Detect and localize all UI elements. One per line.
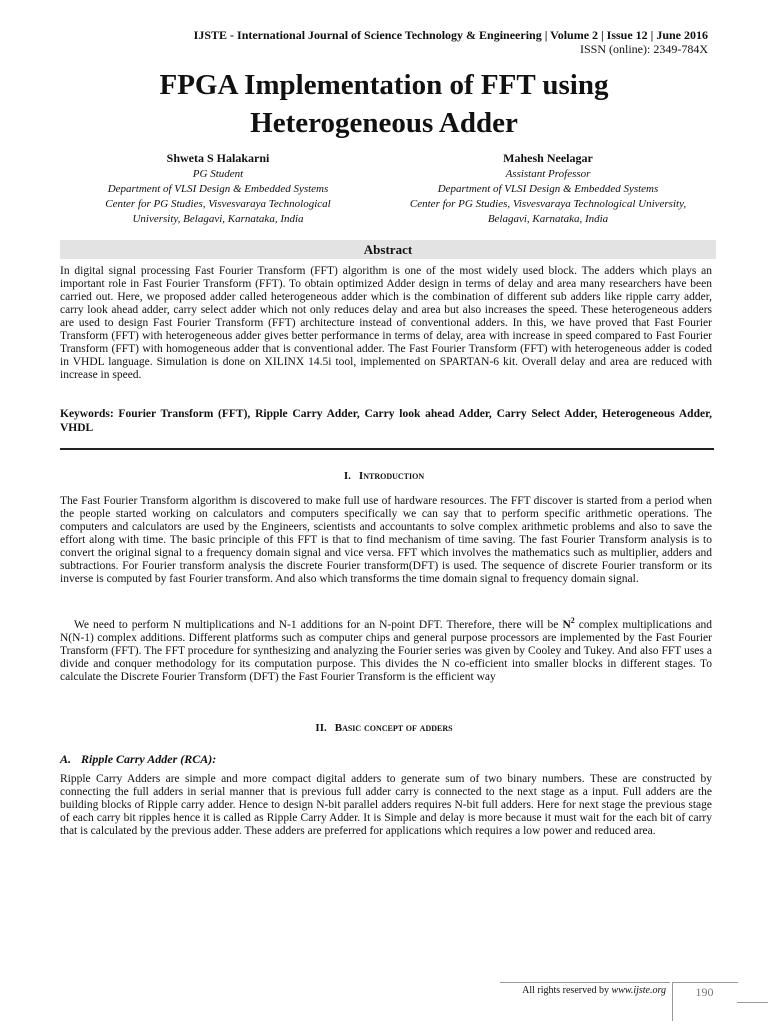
subsection-title: Ripple Carry Adder (RCA):	[81, 752, 217, 766]
section-title: Introduction	[358, 470, 425, 482]
author-block-2	[380, 151, 716, 227]
website-link[interactable]: www.ijste.org	[611, 985, 666, 996]
author-block-1	[60, 151, 376, 227]
abstract-heading: Abstract	[60, 240, 716, 259]
abstract-text: In digital signal processing Fast Fourier Transform (FFT) algorithm is one of the most widely used block. The adders which plays an important role in Fast Fourier Transform (FFT). To obtain optimized Adder design in terms of delay and area many researchers have been carried out. Here, we proposed adder called heterogeneous adder which is the combination of different sub adders like ripple carry adder, carry look ahead adder, carry select adder which not only reduces delay and area but also increases the speed. These heterogeneous adders are used to design Fast Fourier Transform (FFT) architecture instead of conventional adders. In this, we have proved that Fast Fourier Transform (FFT) with heterogeneous adder gives better performance in terms of delay, area with increase in speed compared to Fast Fourier Transform (FFT) with homogeneous adder that is conventional adder. The Fast Fourier Transform (FFT) with heterogeneous adder is coded in VHDL language. Simulation is done on XILINX 14.5i tool, implemented on SPARTAN-6 kit. Overall delay and area are reduced with increase in speed.	[60, 265, 712, 381]
author-name: Mahesh Neelagar	[503, 151, 593, 165]
rca-paragraph: Ripple Carry Adders are simple and more compact digital adders to generate sum of two binary numbers. These are constructed by connecting the full adders in serial manner that is previous full adder carry is connected to the next stage as a input. Full adders are the building blocks of Ripple carry adder. Hence to design N-bit parallel adders requires N-bit full adders. Here for next stage the previous stage of each carry bit ripples hence it is called as Ripple Carry Adder. It is Simple and delay is more because it must wait for the each bit of carry that is calculated by the previous adder. These adders are preferred for applications which requires a low power and reduced area.	[60, 773, 712, 837]
intro-paragraph-2-start: We need to perform N multiplications and N-1 additions for an N-point DFT. Therefore, there will be	[74, 618, 563, 631]
author-department: Department of VLSI Design & Embedded Systems	[107, 183, 329, 195]
footer-rights	[500, 985, 666, 996]
paper-title-line-2: Heterogeneous Adder	[250, 107, 518, 139]
intro-paragraph-2-end: complex multiplications and N(N-1) complex additions. Different platforms such as computer chips and general purpose processors are implemented by the Fast Fourier Transform (FFT). The FFT procedure for synthesizing and analyzing the Fourier series was given by Cooley and Tukey. And also FFT uses a divide and conquer methodology for its computation purpose. This divides the N co-efficient into smaller blocks in different stages. To calculate the Discrete Fourier Transform (DFT) the Fast Fourier Transform is the efficient way	[60, 618, 712, 683]
section-number: II.	[315, 722, 327, 734]
subsection-letter: A.	[60, 752, 72, 766]
author-institution: Center for PG Studies, Visvesvaraya Technological University,	[409, 198, 687, 210]
author-name: Shweta S Halakarni	[166, 151, 270, 165]
section-title: Basic concept of adders	[334, 722, 453, 734]
intro-paragraph-2	[60, 614, 712, 684]
keywords: Keywords: Fourier Transform (FFT), Ripple Carry Adder, Carry look ahead Adder, Carry Select Adder, Heterogeneous Adder, VHDL	[60, 408, 712, 434]
author-institution: Center for PG Studies, Visvesvaraya Technological	[105, 198, 331, 210]
exponent: 2	[570, 616, 575, 625]
author-department: Department of VLSI Design & Embedded Systems	[437, 183, 659, 195]
author-role: Assistant Professor	[505, 168, 591, 180]
intro-paragraph-1: The Fast Fourier Transform algorithm is discovered to make full use of hardware resources. The FFT discover is started from a period when the people started working on calculators and computers specifically we can say that to perform specific arithmetic operations. The computers and calculators are used by the Engineers, scientists and accountants to solve complex arithmetic problems and also to save the effort along with time. The basic principle of this FFT is that to find mechanism of time saving. The fast Fourier Transform analysis is to convert the original signal to a frequency domain signal and vice versa. FFT which involves the mathematics such as multiplier, adders and subtractions. For Fourier transform analysis the discrete Fourier transform(DFT) is used. The sequence of discrete Fourier transform or its inverse is computed by fast Fourier transform. And also which transforms the time domain signal to frequency domain signal.	[60, 495, 712, 585]
footer-corner-line	[737, 1002, 768, 1003]
section-number: I.	[343, 470, 351, 482]
page-number: 190	[695, 985, 714, 999]
paper-title	[0, 66, 768, 142]
author-location: Belagavi, Karnataka, India	[487, 213, 609, 225]
n-variable: N	[562, 618, 571, 631]
section-heading-introduction	[0, 470, 768, 482]
journal-title: IJSTE - International Journal of Science Technology & Engineering | Volume 2 | Issue 12 | June 2016	[193, 28, 708, 42]
n-squared	[562, 616, 575, 631]
journal-issn: ISSN (online): 2349-784X	[580, 42, 708, 56]
journal-header	[194, 28, 708, 56]
subsection-heading-rca	[60, 752, 216, 767]
rights-text: All rights reserved by	[522, 985, 610, 996]
section-divider	[60, 448, 714, 450]
footer-divider	[500, 982, 670, 983]
section-heading-adders	[0, 722, 768, 734]
author-role: PG Student	[192, 168, 244, 180]
paper-title-line-1: FPGA Implementation of FFT using	[159, 69, 609, 101]
author-location: University, Belagavi, Karnataka, India	[132, 213, 304, 225]
